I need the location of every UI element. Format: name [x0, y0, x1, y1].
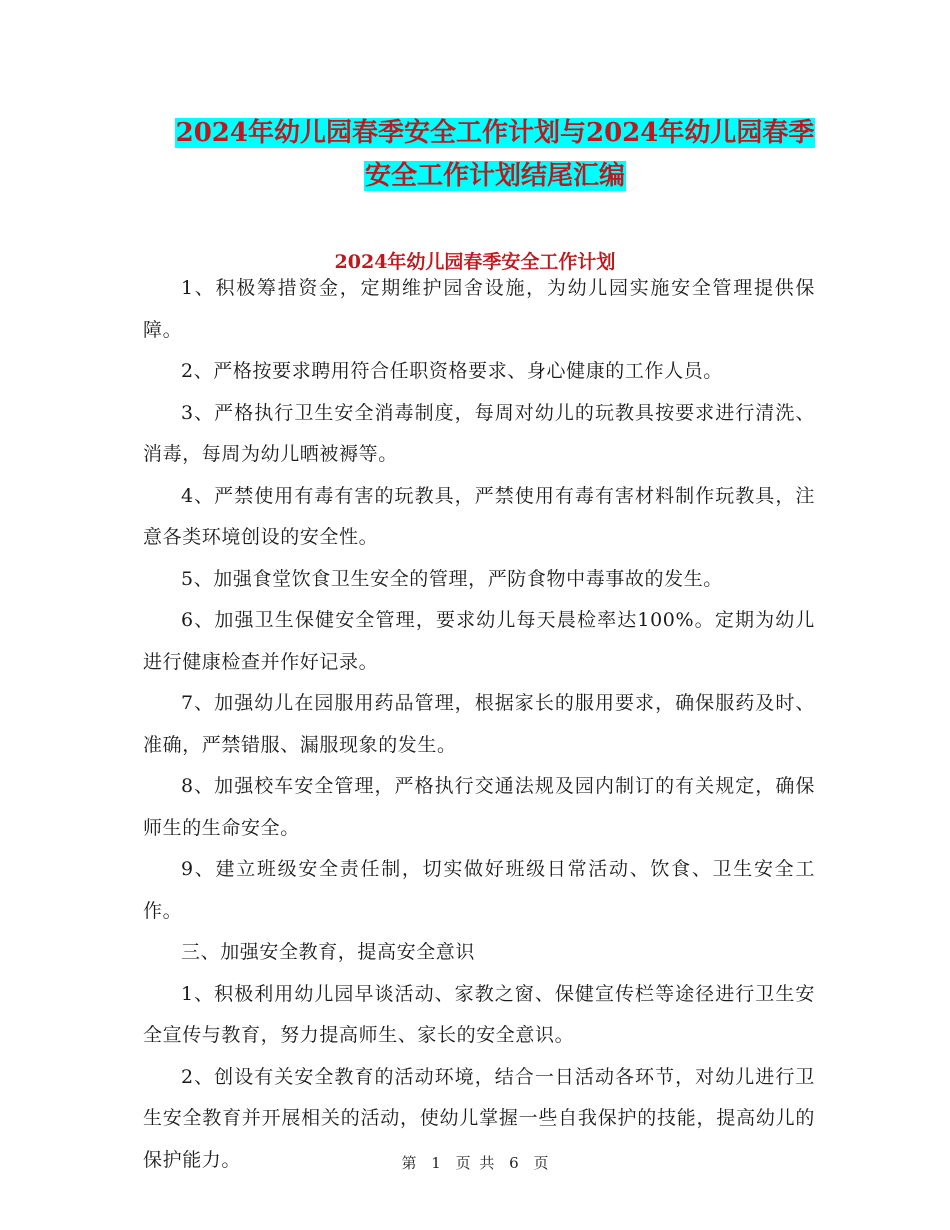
footer-prefix: 第	[401, 1154, 417, 1172]
footer-page-total: 6	[509, 1154, 519, 1172]
paragraph: 5、加强食堂饮食卫生安全的管理，严防食物中毒事故的发生。	[181, 567, 723, 590]
paragraph: 1、积极利用幼儿园早谈活动、家教之窗、保健宣传栏等途径进行卫生安全宣传与教育，努力提高师生、家长的安全意识。	[143, 982, 815, 1046]
paragraph: 8、加强校车安全管理，严格执行交通法规及园内制订的有关规定，确保师生的生命安全。	[143, 775, 815, 839]
paragraph: 4、严禁使用有毒有害的玩教具，严禁使用有毒有害材料制作玩教具，注意各类环境创设的安全性。	[143, 484, 815, 548]
title-highlight-2: 安全工作计划结尾汇编	[364, 161, 625, 191]
paragraph: 2、创设有关安全教育的活动环境，结合一日活动各环节，对幼儿进行卫生安全教育并开展相关的活动，使幼儿掌握一些自我保护的技能，提高幼儿的保护能力。	[143, 1065, 815, 1171]
footer-page-number: 1	[431, 1154, 441, 1172]
paragraph: 6、加强卫生保健安全管理，要求幼儿每天晨检率达100%。定期为幼儿进行健康检查并作好记录。	[143, 609, 815, 673]
footer-suffix: 页	[533, 1154, 549, 1172]
document-title-line-1	[140, 112, 850, 149]
section-subtitle: 2024年幼儿园春季安全工作计划	[334, 251, 616, 273]
footer-mid: 页 共	[455, 1154, 495, 1172]
page-footer	[0, 1152, 950, 1173]
paragraph: 9、建立班级安全责任制，切实做好班级日常活动、饮食、卫生安全工作。	[143, 858, 815, 922]
paragraph: 1、积极筹措资金，定期维护园舍设施，为幼儿园实施安全管理提供保障。	[143, 277, 815, 341]
paragraph: 7、加强幼儿在园服用药品管理，根据家长的服用要求，确保服药及时、准确，严禁错服、漏服现象的发生。	[143, 692, 815, 756]
section-heading: 三、加强安全教育，提高安全意识	[181, 941, 476, 963]
paragraph: 3、严格执行卫生安全消毒制度，每周对幼儿的玩教具按要求进行清洗、消毒，每周为幼儿晒被褥等。	[143, 401, 815, 465]
title-highlight-1: 2024年幼儿园春季安全工作计划与2024年幼儿园春季	[175, 118, 815, 148]
document-title-line-2	[140, 155, 850, 192]
paragraph: 2、严格按要求聘用符合任职资格要求、身心健康的工作人员。	[181, 360, 723, 382]
document-body	[143, 268, 815, 1181]
